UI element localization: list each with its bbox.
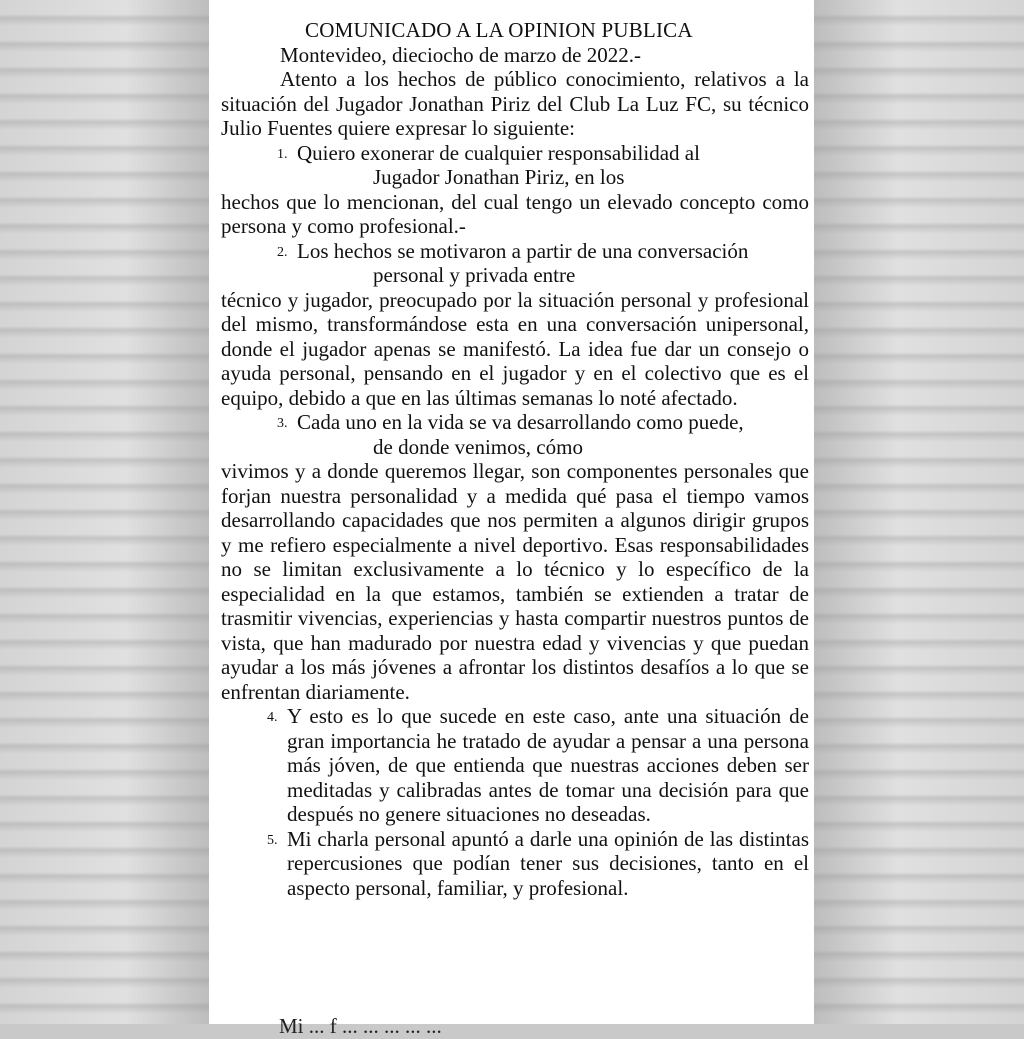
item-continuation: hechos que lo mencionan, del cual tengo un elevado concepto como persona y como profesional.- (221, 189, 809, 238)
blurred-background-left (0, 0, 209, 1024)
list-item-1 (221, 141, 809, 190)
item-number: 2. (277, 244, 288, 260)
blurred-background-right (814, 0, 1024, 1024)
document-body (221, 18, 809, 900)
item-number: 3. (277, 416, 288, 431)
item-lead: Cada uno en la vida se va desarrollando como puede, (297, 410, 744, 434)
item-text: Mi charla personal apuntó a darle una opinión de las distintas repercusiones que podían tener sus decisiones, tanto en el aspecto personal, familiar, y profesional. (287, 826, 809, 900)
cutoff-line: Mi ... f ... ... ... ... ... (279, 1014, 442, 1038)
item-lead: Quiero exonerar de cualquier responsabilidad al (297, 140, 700, 165)
item-number: 4. (267, 710, 278, 725)
intro-paragraph: Atento a los hechos de público conocimiento, relativos a la situación del Jugador Jonathan Piriz del Club La Luz FC, su técnico Julio Fuentes quiere expresar lo siguiente: (221, 67, 809, 140)
item-lead-second: personal y privada entre (373, 263, 576, 287)
list-item-2 (221, 239, 809, 288)
list-item-3 (221, 410, 809, 459)
item-number: 1. (277, 146, 288, 162)
document-title: COMUNICADO A LA OPINION PUBLICA (305, 18, 693, 42)
item-lead-second: de donde venimos, cómo (373, 434, 583, 459)
list-item-5 (221, 827, 809, 901)
item-lead-second: Jugador Jonathan Piriz, en los (373, 165, 625, 189)
item-number: 5. (267, 832, 278, 848)
item-lead: Los hechos se motivaron a partir de una conversación (297, 238, 749, 263)
item-continuation: técnico y jugador, preocupado por la situación personal y profesional del mismo, transformándose esta en una conversación unipersonal, donde el jugador apenas se manifestó. La idea fue dar un consejo o ayuda personal, pensando en el jugador y en el colectivo que es el equipo, debido a que en las últimas semanas lo noté afectado. (221, 287, 809, 410)
dateline: Montevideo, dieciocho de marzo de 2022.- (280, 42, 641, 67)
item-continuation: vivimos y a donde queremos llegar, son componentes personales que forjan nuestra personalidad y a medida qué pasa el tiempo vamos desarrollando capacidades que nos permiten a algunos dirigir grupos y me refiero especialmente a nivel deportivo. Esas responsabilidades no se limitan exclusivamente a lo técnico y lo específico de la especialidad en la que estamos, también se extienden a tratar de trasmitir vivencias, experiencias y hasta compartir nuestros puntos de vista, que han madurado por nuestra edad y vivencias y que puedan ayudar a los más jóvenes a afrontar los distintos desafíos a lo que se enfrentan diariamente. (221, 459, 809, 704)
item-text: Y esto es lo que sucede en este caso, ante una situación de gran importancia he tratado de ayudar a pensar a una persona más jóven, de que entienda que nuestras acciones deben ser meditadas y calibradas antes de tomar una decisión para que después no genere situaciones no deseadas. (287, 704, 809, 826)
document-page (209, 0, 814, 1038)
list-item-4 (221, 704, 809, 827)
